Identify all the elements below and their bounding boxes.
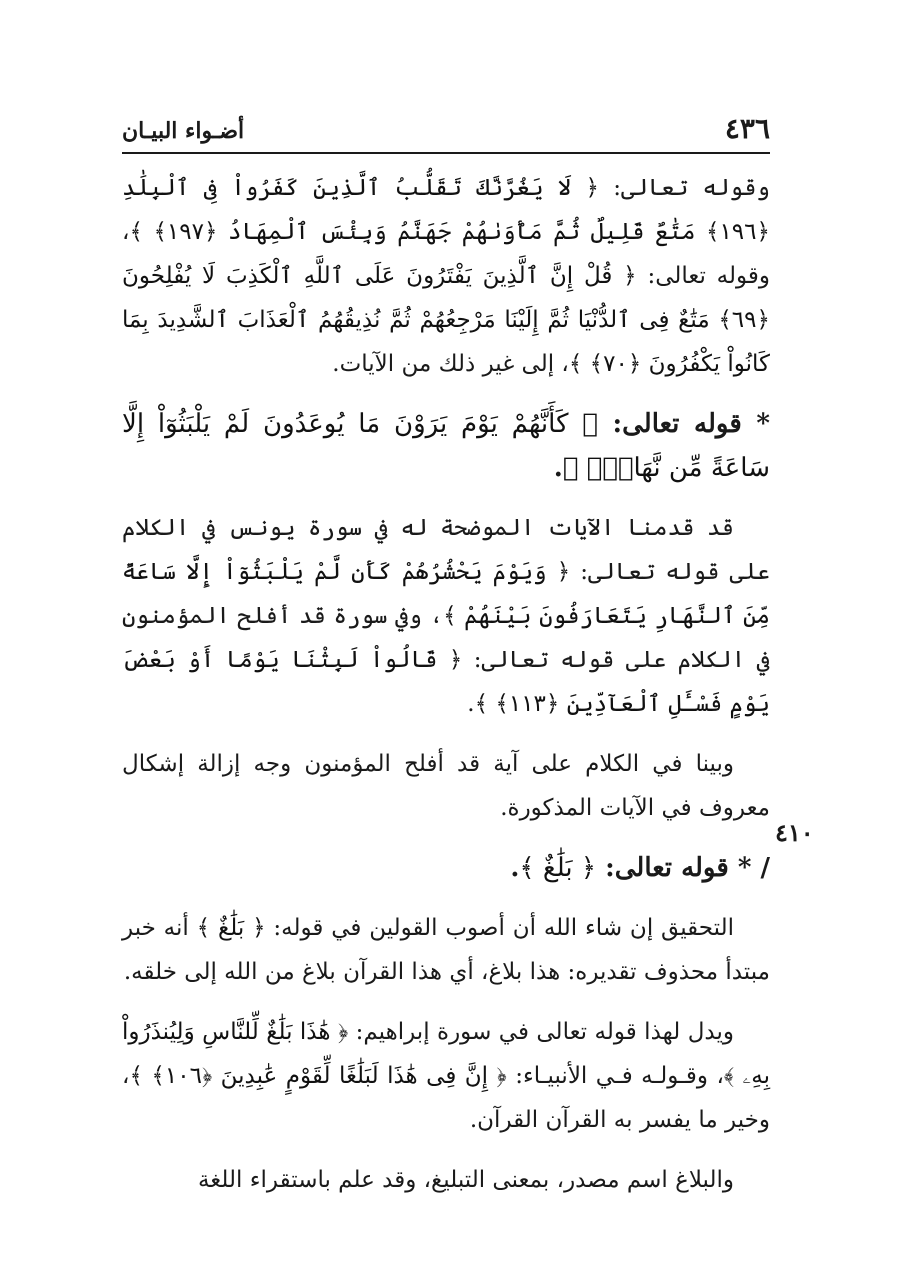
- book-title: أضـواء البيـان: [122, 118, 245, 144]
- heading-label: * قوله تعالى:: [597, 409, 770, 439]
- quran-verse: ﴿ بَلَٰغٌ ﴾: [196, 915, 266, 941]
- quran-verse: ﴿ بَلَٰغٌ ﴾: [519, 853, 597, 883]
- text: .: [553, 453, 563, 483]
- paragraph-3: [122, 742, 770, 830]
- text: ، وخير ما يفسر به القرآن القرآن.: [122, 1063, 770, 1133]
- text: ، وقـولـه فـي الأنبيـاء:: [506, 1063, 724, 1089]
- paragraph-6: [122, 1158, 770, 1202]
- heading-label: / * قوله تعالى:: [596, 853, 770, 883]
- quran-verse: ﴿ وَيَوْمَ يَحْشُرُهُمْ كَأَن لَّمْ يَلْبَثُوٓاْ إِلَّا سَاعَةً مِّنَ ٱلنَّهَارِ يَتَعَارَفُونَ بَيْنَهُمْ ﴾: [122, 559, 770, 629]
- header-divider: [122, 152, 770, 154]
- section-heading-2: [122, 846, 770, 890]
- quran-verse: ﴿ إِنَّ فِى هَٰذَا لَبَلَٰغًا لِّقَوْمٍ عَٰبِدِينَ ﴿١٠٦﴾ ﴾: [129, 1063, 507, 1089]
- text: .: [467, 691, 475, 717]
- page-header: [122, 112, 770, 152]
- quran-verse: ﴿ كَأَنَّهُمْ يَوْمَ يَرَوْنَ مَا يُوعَدُونَ لَمْ يَلْبَثُوٓاْ إِلَّا سَاعَةً مِّن نَّهَارٍۭ ﴾: [122, 409, 770, 483]
- text: ويدل لهذا قوله تعالى في سورة إبراهيم:: [348, 1019, 734, 1045]
- quran-verse: ﴿ قُلْ إِنَّ ٱلَّذِينَ يَفْتَرُونَ عَلَى ٱللَّهِ ٱلْكَذِبَ لَا يُفْلِحُونَ ﴿٦٩﴾ مَتَٰعٌ فِى ٱلدُّنْيَا ثُمَّ إِلَيْنَا مَرْجِعُهُمْ ثُمَّ نُذِيقُهُمُ ٱلْعَذَابَ ٱلشَّدِيدَ بِمَا كَانُواْ يَكْفُرُونَ ﴿٧٠﴾ ﴾: [122, 263, 770, 377]
- paragraph-1: [122, 166, 770, 386]
- text: .: [510, 853, 520, 883]
- quran-verse: ﴿ لَا يَغُرَّنَّكَ تَقَلُّبُ ٱلَّذِينَ كَفَرُواْ فِى ٱلْبِلَٰدِ ﴿١٩٦﴾ مَتَٰعٌ قَلِيلٌ ثُمَّ مَأْوَىٰهُمْ جَهَنَّمُ وَبِئْسَ ٱلْمِهَادُ ﴿١٩٧﴾ ﴾: [122, 175, 770, 245]
- paragraph-5: [122, 1010, 770, 1142]
- text: التحقيق إن شاء الله أن أصوب القولين في قوله:: [265, 915, 734, 941]
- text: قد قدمنا الآيات الموضحة له في سورة يونس في الكلام على قوله تعالى:: [122, 515, 770, 585]
- paragraph-2: [122, 506, 770, 726]
- margin-page-marker: ٤١٠: [775, 818, 814, 847]
- text: والبلاغ اسم مصدر، بمعنى التبليغ، وقد علم باستقراء اللغة: [197, 1167, 734, 1193]
- page-body: [122, 166, 770, 1218]
- page-number: ٤٣٦: [724, 112, 770, 145]
- quran-verse: ﴿ هَٰذَا بَلَٰغٌ لِّلنَّاسِ وَلِيُنذَرُواْ بِهِۦ ﴾: [122, 1019, 771, 1089]
- quran-verse: ﴿ قَالُواْ لَبِثْنَا يَوْمًا أَوْ بَعْضَ يَوْمٍ فَسْـَٔلِ ٱلْعَآدِّينَ ﴿١١٣﴾ ﴾: [122, 647, 770, 717]
- text: وقوله تعالى:: [599, 175, 770, 201]
- text: ، وفي سورة قد أفلح المؤمنون في الكلام على قوله تعالى:: [122, 603, 770, 673]
- text: ، إلى غير ذلك من الآيات.: [332, 351, 569, 377]
- text: ، وقوله تعالى:: [122, 219, 770, 289]
- text: وبينا في الكلام على آية قد أفلح المؤمنون وجه إزالة إشكال معروف في الآيات المذكورة.: [122, 751, 770, 821]
- paragraph-4: [122, 906, 770, 994]
- text: أنه خبر مبتدأ محذوف تقديره: هذا بلاغ، أي هذا القرآن بلاغ من الله إلى خلقه.: [122, 915, 770, 985]
- section-heading-1: [122, 402, 770, 490]
